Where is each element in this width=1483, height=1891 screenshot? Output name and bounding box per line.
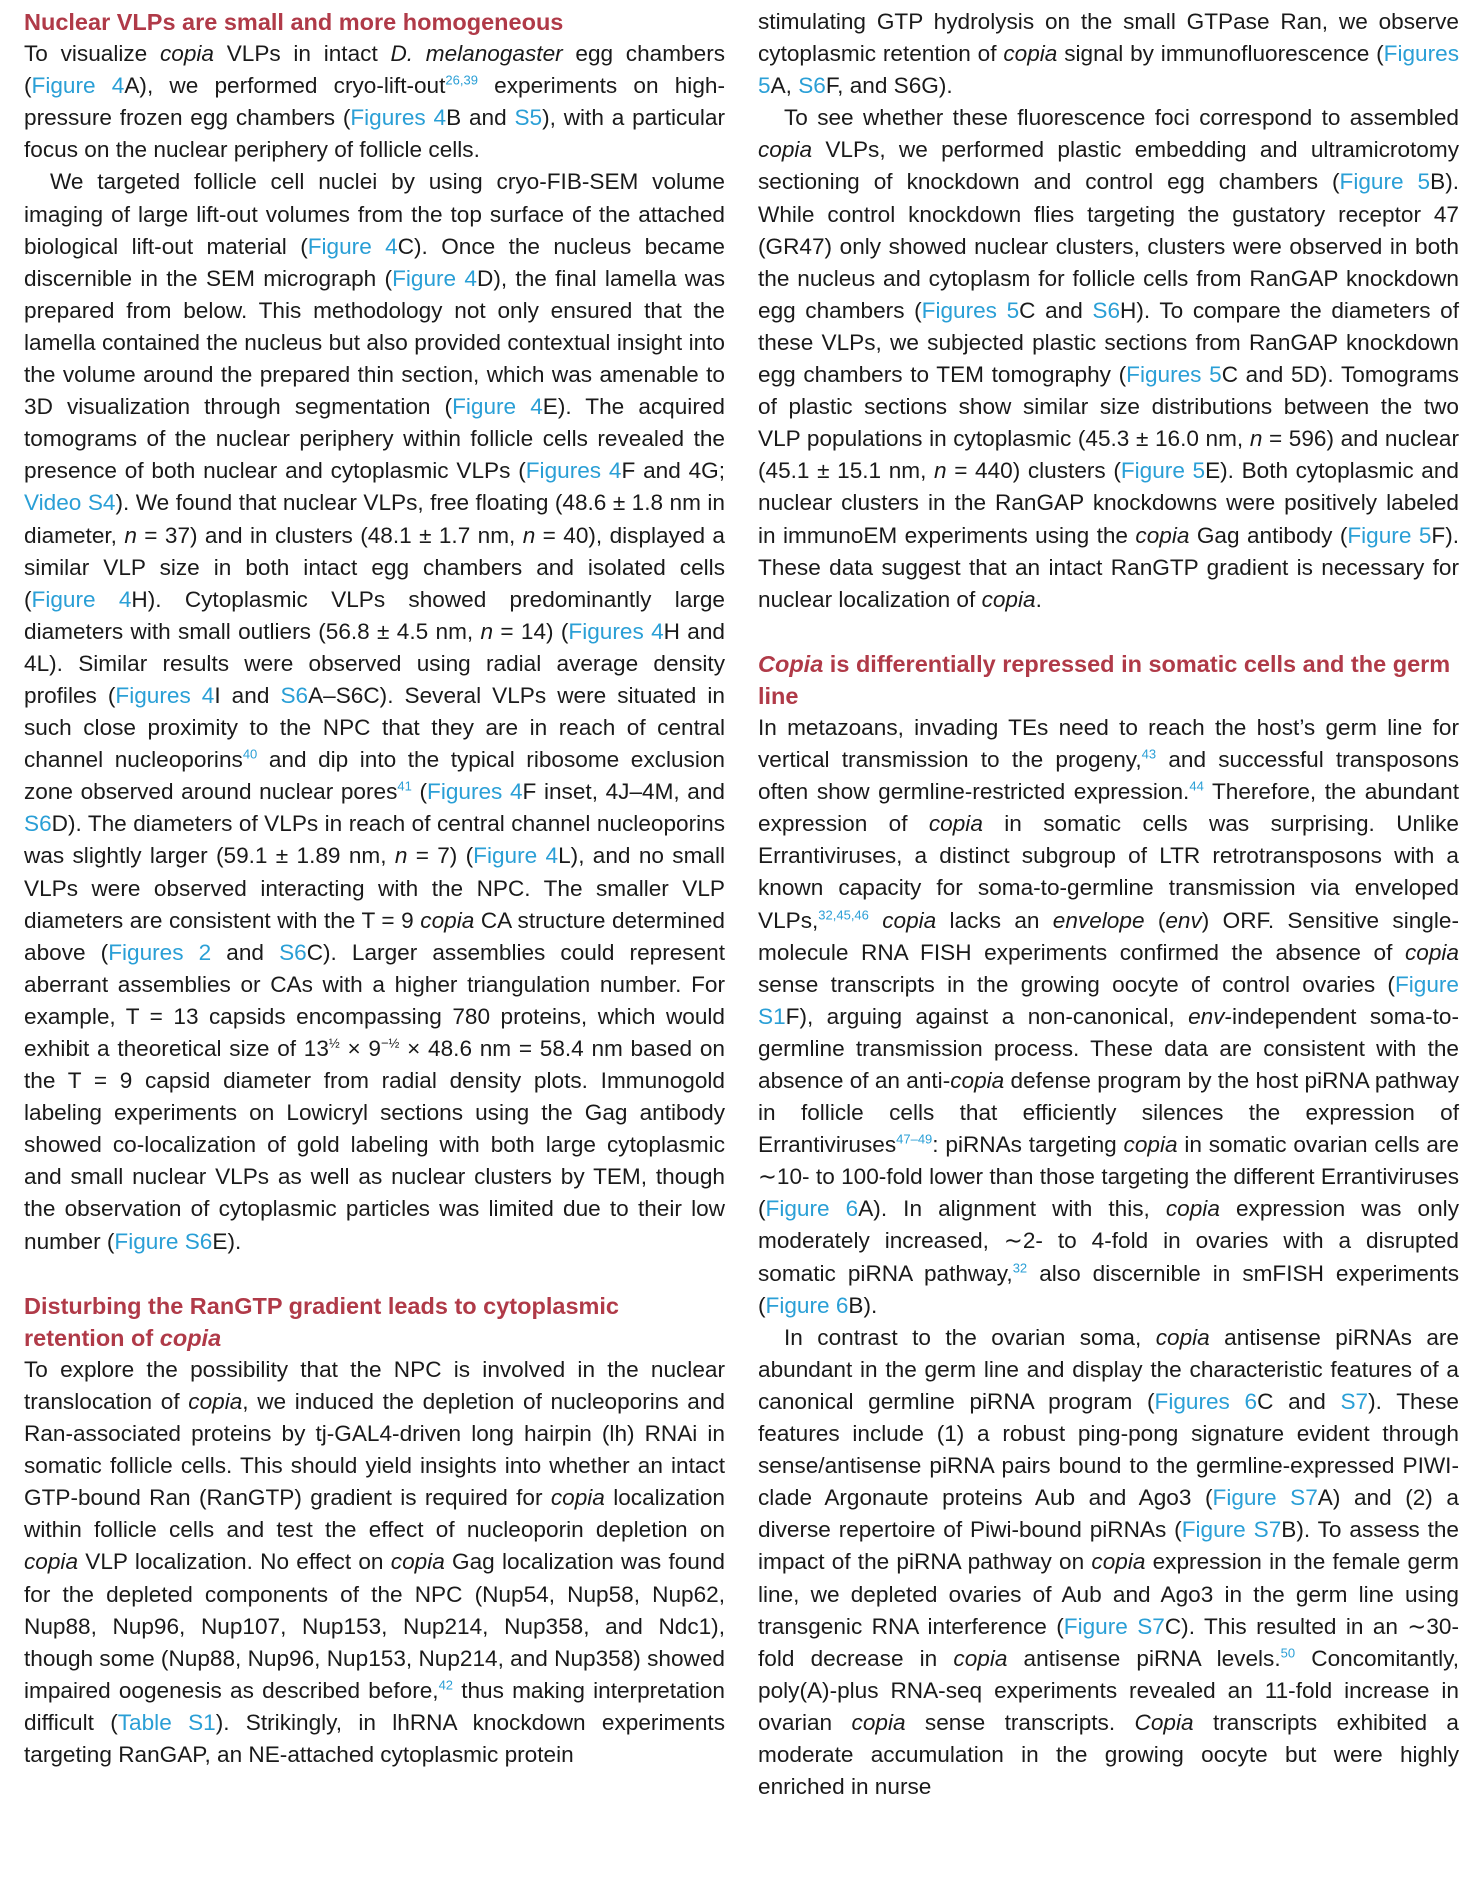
section-heading-rangtp: Disturbing the RanGTP gradient leads to cytoplasmic retention of copia [24,1292,620,1351]
section-heading-copia-repression: Copia is differentially repressed in somatic cells and the germ line [758,650,1451,709]
paragraph: We targeted follicle cell nuclei by using cryo-FIB-SEM volume imaging of large lift-out volumes from the top surface of the attached biological lift-out material (Figure 4C). Once the nucleus became discernible in the SEM micrograph (Figure 4D), the final lamella was prepared from below. This methodology not only ensured that the lamella contained the nucleus but also provided contextual insight into the volume around the prepared thin section, which was amenable to 3D visualization through segmentation (Figure 4E). The acquired tomograms of the nuclear periphery within follicle cells revealed the presence of both nuclear and cytoplasmic VLPs (Figures 4F and 4G; Video S4). We found that nuclear VLPs, free floating (48.6 ± 1.8 nm in diameter, n = 37) and in clusters (48.1 ± 1.7 nm, n = 40), displayed a similar VLP size in both intact egg chambers and isolated cells (Figure 4H). Cytoplasmic VLPs showed predominantly large diameters with small outliers (56.8 ± 4.5 nm, n = 14) (Figures 4H and 4L). Similar results were observed using radial average density profiles (Figures 4I and S6A–S6C). Several VLPs were situated in such close proximity to the NPC that they are in reach of central channel nucleoporins$^{40}$ and dip into the typical ribosome exclusion zone observed around nuclear pores$^{41}$ (Figures 4F inset, 4J–4M, and S6D). The diameters of VLPs in reach of central channel nucleoporins was slightly larger (59.1 ± 1.89 nm, n = 7) (Figure 4L), and no small VLPs were observed interacting with the NPC. The smaller VLP diameters are consistent with the T = 9 copia CA structure determined above (Figures 2 and S6C). Larger assemblies could represent aberrant assemblies or CAs with a higher triangulation number. For example, T = 13 capsids encompassing 780 proteins, which would exhibit a theoretical size of $13^{\frac{1}{2}} \times 9^{-\frac{1}{2}} \times 48.6$ nm = 58.4 nm based on the T = 9 capsid diameter from radial density plots. Immunogold labeling experiments on Lowicryl sections using the Gag antibody showed co-localization of gold labeling with both large cytoplasmic and small nuclear VLPs as well as nuclear clusters by TEM, though the observation of cytoplasmic particles was limited due to their low number (Figure S6E). [24,169,725,1254]
section-heading-nuclear-vlps: Nuclear VLPs are small and more homogeneous [24,9,564,35]
paragraph: In contrast to the ovarian soma, copia antisense piRNAs are abundant in the germ line and display the characteristic features of a canonical germline piRNA program (Figures 6C and S7). These features include (1) a robust ping-pong signature evident through sense/antisense piRNA pairs bound to the germline-expressed PIWI-clade Argonaute proteins Aub and Ago3 (Figure S7A) and (2) a diverse repertoire of Piwi-bound piRNAs (Figure S7B). To assess the impact of the piRNA pathway on copia expression in the female germ line, we depleted ovaries of Aub and Ago3 in the germ line using transgenic RNA interference (Figure S7C). This resulted in an ∼30-fold decrease in copia antisense piRNA levels.$^{50}$ Concomitantly, poly(A)-plus RNA-seq experiments revealed an 11-fold increase in ovarian copia sense transcripts. Copia transcripts exhibited a moderate accumulation in the growing oocyte but were highly enriched in nurse [758,1324,1460,1800]
left-column [24,6,725,1771]
paragraph: stimulating GTP hydrolysis on the small GTPase Ran, we observe cytoplasmic retention of copia signal by immunofluorescence (Figures 5A, S6F, and S6G). [758,9,1459,99]
paragraph: To see whether these fluorescence foci correspond to assembled copia VLPs, we performed plastic embedding and ultramicrotomy sectioning of knockdown and control egg chambers (Figure 5B). While control knockdown flies targeting the gustatory receptor 47 (GR47) only showed nuclear clusters, clusters were observed in both the nucleus and cytoplasm for follicle cells from RanGAP knockdown egg chambers (Figures 5C and S6H). To compare the diameters of these VLPs, we subjected plastic sections from RanGAP knockdown egg chambers to TEM tomography (Figures 5C and 5D). Tomograms of plastic sections show similar size distributions between the two VLP populations in cytoplasmic (45.3 ± 16.0 nm, n = 596) and nuclear (45.1 ± 15.1 nm, n = 440) clusters (Figure 5E). Both cytoplasmic and nuclear clusters in the RanGAP knockdowns were positively labeled in immunoEM experiments using the copia Gag antibody (Figure 5F). These data suggest that an intact RanGTP gradient is necessary for nuclear localization of copia. [758,105,1460,612]
paragraph: To explore the possibility that the NPC is involved in the nuclear translocation of copia, we induced the depletion of nucleoporins and Ran-associated proteins by tj-GAL4-driven long hairpin (lh) RNAi in somatic follicle cells. This should yield insights into whether an intact GTP-bound Ran (RanGTP) gradient is required for copia localization within follicle cells and test the effect of nucleoporin depletion on copia VLP localization. No effect on copia Gag localization was found for the depleted components of the NPC (Nup54, Nup58, Nup62, Nup88, Nup96, Nup107, Nup153, Nup214, Nup358, and Ndc1), though some (Nup88, Nup96, Nup153, Nup214, and Nup358) showed impaired oogenesis as described before,$^{42}$ thus making interpretation difficult (Table S1). Strikingly, in lhRNA knockdown experiments targeting RanGAP, an NE-attached cytoplasmic protein [24,1356,725,1767]
paragraph: In metazoans, invading TEs need to reach the host’s germ line for vertical transmission to the progeny,$^{43}$ and successful transposons often show germline-restricted expression.$^{44}$ Therefore, the abundant expression of copia in somatic cells was surprising. Unlike Errantiviruses, a distinct subgroup of LTR retrotransposons with a known capacity for soma-to-germline transmission via enveloped VLPs,$^{32,45,46}$ copia lacks an envelope (env) ORF. Sensitive single-molecule RNA FISH experiments confirmed the absence of copia sense transcripts in the growing oocyte of control ovaries (Figure S1F), arguing against a non-canonical, env-independent soma-to-germline transmission process. These data are consistent with the absence of an anti-copia defense program by the host piRNA pathway in follicle cells that efficiently silences the expression of Errantiviruses$^{47-49}$: piRNAs targeting copia in somatic ovarian cells are ∼10- to 100-fold lower than those targeting the different Errantiviruses (Figure 6A). In alignment with this, copia expression was only moderately increased, ∼2- to 4-fold in ovaries with a disrupted somatic piRNA pathway,$^{32}$ also discernible in smFISH experiments (Figure 6B). [758,714,1459,1318]
paragraph: To visualize copia VLPs in intact D. melanogaster egg chambers (Figure 4A), we performed cryo-lift-out$^{26,39}$ experiments on high-pressure frozen egg chambers (Figures 4B and S5), with a particular focus on the nuclear periphery of follicle cells. [24,41,726,163]
right-column [758,6,1459,1803]
